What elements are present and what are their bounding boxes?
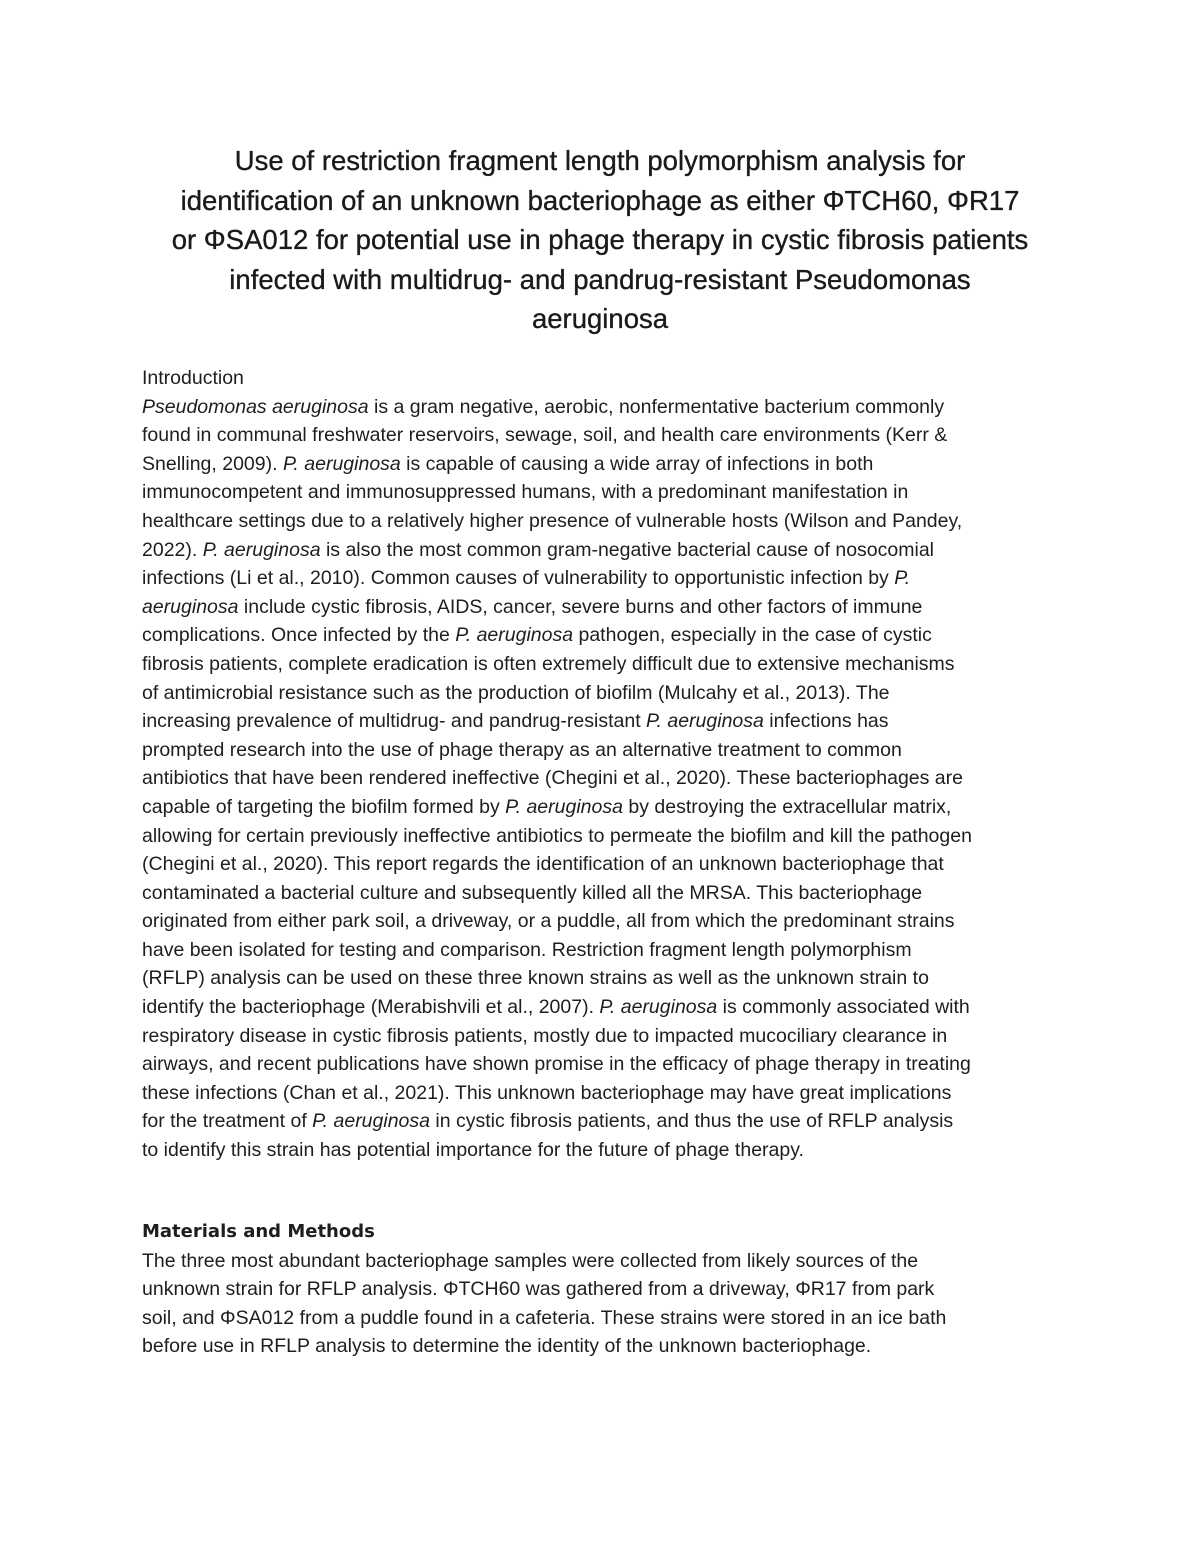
text-run: complications. Once infected by the [142, 624, 456, 647]
text-run: in cystic fibrosis patients, and thus the use of RFLP analysis [430, 1110, 954, 1133]
text-run: found in communal freshwater reservoirs, sewage, soil, and health care environments (Kerr & [142, 424, 948, 447]
text-line [142, 850, 1072, 879]
text-run: is a gram negative, aerobic, nonfermentative bacterium commonly [368, 395, 945, 418]
text-line [142, 679, 1072, 708]
text-run: these infections (Chan et al., 2021). This unknown bacteriophage may have great implications [142, 1081, 952, 1104]
text-line [142, 478, 1072, 507]
text-run: (RFLP) analysis can be used on these three known strains as well as the unknown strain to [142, 967, 929, 990]
text-run: of antimicrobial resistance such as the production of biofilm (Mulcahy et al., 2013). The [142, 681, 890, 704]
text-run: airways, and recent publications have shown promise in the efficacy of phage therapy in treating [142, 1053, 971, 1076]
text-run: originated from either park soil, a driveway, or a puddle, all from which the predominant strains [142, 910, 955, 933]
text-run: antibiotics that have been rendered ineffective (Chegini et al., 2020). These bacteriophages are [142, 767, 963, 790]
italic-text-run: P. [894, 567, 911, 590]
text-run: allowing for certain previously ineffective antibiotics to permeate the biofilm and kill the pathogen [142, 824, 972, 847]
italic-text-run: P. aeruginosa [312, 1110, 430, 1133]
text-line [142, 421, 1072, 450]
methods-section [142, 1218, 1072, 1361]
text-run: is also the most common gram-negative bacterial cause of nosocomial [320, 538, 934, 561]
text-line [142, 621, 1072, 650]
text-run: immunocompetent and immunosuppressed humans, with a predominant manifestation in [142, 481, 909, 504]
text-line [142, 1022, 1072, 1051]
text-run: have been isolated for testing and comparison. Restriction fragment length polymorphism [142, 938, 912, 961]
text-line [142, 1050, 1072, 1079]
text-run: prompted research into the use of phage therapy as an alternative treatment to common [142, 738, 902, 761]
text-run: is commonly associated with [717, 996, 970, 1019]
text-line [142, 936, 1072, 965]
text-run: 2022). [142, 538, 203, 561]
title-line: aeruginosa [531, 303, 669, 334]
text-line [142, 1247, 1072, 1276]
title-line: infected with multidrug- and pandrug-resistant Pseudomonas [229, 263, 971, 295]
text-line [142, 736, 1072, 765]
italic-text-run: P. aeruginosa [202, 538, 321, 561]
italic-text-run: P. aeruginosa [505, 795, 623, 818]
text-line [142, 1275, 1072, 1304]
text-run: fibrosis patients, complete eradication is often extremely difficult due to extensive mechanisms [142, 652, 955, 675]
text-run: by destroying the extracellular matrix, [622, 795, 952, 818]
text-run: infections (Li et al., 2010). Common causes of vulnerability to opportunistic infection by [142, 567, 895, 590]
text-line [142, 764, 1072, 793]
italic-text-run: P. aeruginosa [455, 624, 574, 647]
text-line [142, 593, 1072, 622]
text-line [142, 907, 1072, 936]
introduction-heading: Introduction [142, 367, 244, 389]
text-line [142, 879, 1072, 908]
text-run: soil, and ΦSA012 from a puddle found in a cafeteria. These strains were stored in an ice bath [142, 1306, 947, 1329]
text-line [142, 1107, 1072, 1136]
text-run: capable of targeting the biofilm formed by [142, 795, 506, 818]
text-run: respiratory disease in cystic fibrosis patients, mostly due to impacted mucociliary clearance in [142, 1024, 948, 1047]
text-run: The three most abundant bacteriophage samples were collected from likely sources of the [142, 1249, 919, 1272]
text-line [142, 1136, 1072, 1165]
text-run: increasing prevalence of multidrug- and pandrug-resistant [142, 710, 647, 733]
title-line: identification of an unknown bacteriophage as either ΦTCH60, ΦR17 [180, 184, 1020, 216]
text-run: include cystic fibrosis, AIDS, cancer, severe burns and other factors of immune [238, 595, 923, 618]
methods-heading: Materials and Methods [142, 1221, 375, 1242]
text-line [142, 707, 1072, 736]
text-line [142, 793, 1072, 822]
italic-text-run: P. aeruginosa [646, 710, 764, 733]
title-line: Use of restriction fragment length polymorphism analysis for [234, 145, 966, 176]
methods-paragraph [142, 1247, 1072, 1361]
text-line [142, 964, 1072, 993]
italic-text-run: P. aeruginosa [599, 996, 718, 1019]
text-run: to identify this strain has potential importance for the future of phage therapy. [142, 1139, 804, 1162]
text-run: before use in RFLP analysis to determine the identity of the unknown bacteriophage. [142, 1335, 872, 1358]
text-run: infections has [763, 710, 889, 733]
text-run: is capable of causing a wide array of infections in both [400, 452, 874, 475]
text-line [142, 1079, 1072, 1108]
text-run: contaminated a bacterial culture and subsequently killed all the MRSA. This bacteriophage [142, 881, 923, 904]
text-line [142, 564, 1072, 593]
title-line: or ΦSA012 for potential use in phage therapy in cystic fibrosis patients [171, 224, 1029, 255]
italic-text-run: P. aeruginosa [282, 452, 401, 475]
text-line [142, 450, 1072, 479]
italic-text-run: Pseudomonas aeruginosa [142, 395, 369, 418]
introduction-paragraph [142, 393, 1072, 1165]
text-line [142, 650, 1072, 679]
italic-text-run: aeruginosa [142, 595, 239, 618]
text-line [142, 993, 1072, 1022]
document-title [130, 141, 1070, 339]
text-line [142, 536, 1072, 565]
text-run: (Chegini et al., 2020). This report regards the identification of an unknown bacteriophage that [142, 853, 944, 876]
text-line [142, 822, 1072, 851]
text-line [142, 1332, 1072, 1361]
text-line [142, 393, 1072, 422]
introduction-section [142, 364, 1072, 1165]
text-run: for the treatment of [142, 1110, 313, 1133]
text-run: unknown strain for RFLP analysis. ΦTCH60 was gathered from a driveway, ΦR17 from park [142, 1278, 935, 1301]
text-run: pathogen, especially in the case of cystic [573, 624, 932, 647]
text-run: identify the bacteriophage (Merabishvili et al., 2007). [142, 996, 600, 1019]
text-run: healthcare settings due to a relatively higher presence of vulnerable hosts (Wilson and Pandey, [142, 509, 963, 532]
text-line [142, 507, 1072, 536]
text-line [142, 1304, 1072, 1333]
text-run: Snelling, 2009). [142, 452, 283, 475]
